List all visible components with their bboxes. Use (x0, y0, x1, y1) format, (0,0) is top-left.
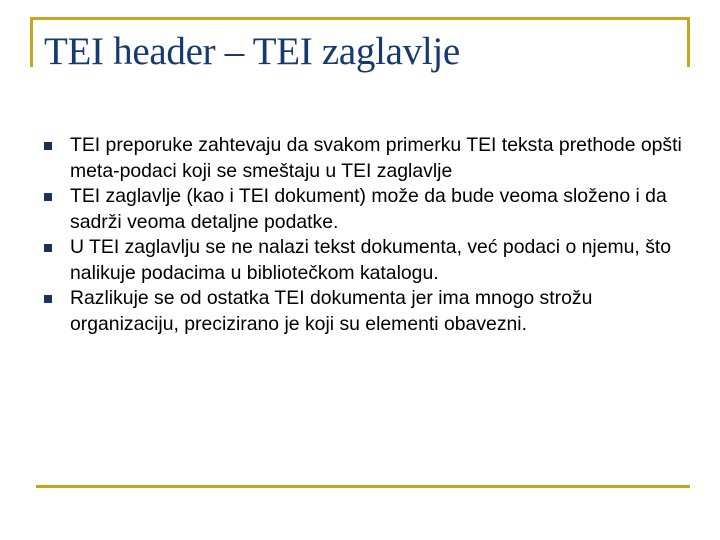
bullet-text: TEI preporuke zahtevaju da svakom primerku TEI teksta prethode opšti meta-podaci koji se smeštaju u TEI zaglavlje (70, 134, 682, 182)
bullet-text: U TEI zaglavlju se ne nalazi tekst dokumenta, već podaci o njemu, što nalikuje podacima u bibliotečkom katalogu. (70, 236, 672, 284)
bullet-text: TEI zaglavlje (kao i TEI dokument) može da bude veoma složeno i da sadrži veoma detaljne podatke. (70, 185, 667, 233)
bullet-item (44, 133, 684, 184)
bullet-item (44, 184, 684, 235)
square-bullet-icon (44, 295, 52, 303)
title-frame-right-rule (687, 17, 690, 67)
bullet-list (44, 133, 684, 337)
title-frame-top-rule (30, 17, 690, 20)
slide-title: TEI header – TEI zaglavlje (44, 30, 460, 73)
title-frame-left-rule (30, 17, 33, 67)
bullet-item (44, 235, 684, 286)
square-bullet-icon (44, 244, 52, 252)
bottom-rule (36, 485, 690, 488)
bullet-item (44, 286, 684, 337)
square-bullet-icon (44, 193, 52, 201)
square-bullet-icon (44, 142, 52, 150)
bullet-text: Razlikuje se od ostatka TEI dokumenta jer ima mnogo strožu organizaciju, precizirano je koji su elementi obavezni. (70, 287, 593, 335)
